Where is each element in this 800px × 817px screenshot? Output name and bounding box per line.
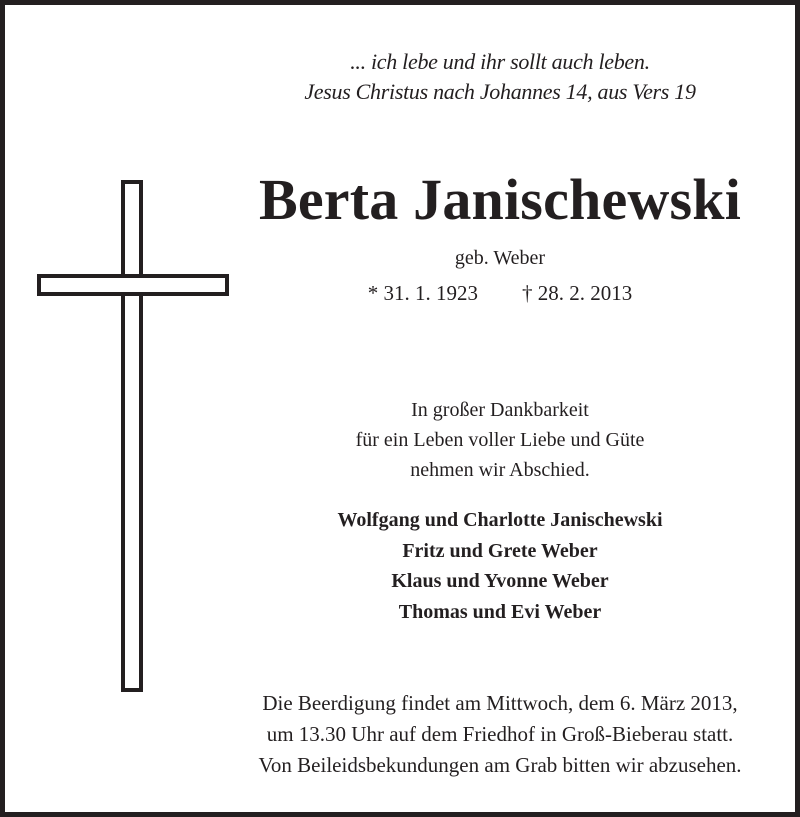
mourner-name: Wolfgang und Charlotte Janischewski (337, 509, 663, 531)
farewell-line: nehmen wir Abschied. (410, 459, 590, 481)
funeral-line: um 13.30 Uhr auf dem Friedhof in Groß-Bieberau statt. (266, 722, 734, 746)
funeral-details (205, 688, 795, 781)
deceased-name: Berta Janischewski (258, 167, 742, 232)
cross-intersection (125, 278, 139, 292)
mourner-name: Fritz und Grete Weber (402, 539, 598, 562)
funeral-line: Von Beileidsbekundungen am Grab bitten wir abzusehen. (258, 753, 742, 777)
life-dates (205, 279, 795, 307)
verse-reference: Jesus Christus nach Johannes 14, aus Vers 19 (304, 79, 696, 104)
maiden-name: geb. Weber (454, 247, 546, 269)
mourners-list (205, 505, 795, 627)
birth-date: * 31. 1. 1923 (367, 281, 478, 305)
farewell-message (205, 395, 795, 485)
mourner-name: Klaus und Yvonne Weber (391, 570, 609, 592)
obituary-notice (5, 5, 795, 812)
mourner-name: Thomas und Evi Weber (398, 600, 602, 623)
funeral-line: Die Beerdigung findet am Mittwoch, dem 6. März 2013, (262, 691, 738, 715)
farewell-line: für ein Leben voller Liebe und Güte (355, 429, 645, 451)
cross-vertical-beam (121, 180, 143, 692)
verse-quote: ... ich lebe und ihr sollt auch leben. (350, 49, 650, 74)
farewell-line: In großer Dankbarkeit (411, 399, 589, 421)
death-date: † 28. 2. 2013 (522, 281, 633, 305)
bible-verse (205, 47, 795, 107)
